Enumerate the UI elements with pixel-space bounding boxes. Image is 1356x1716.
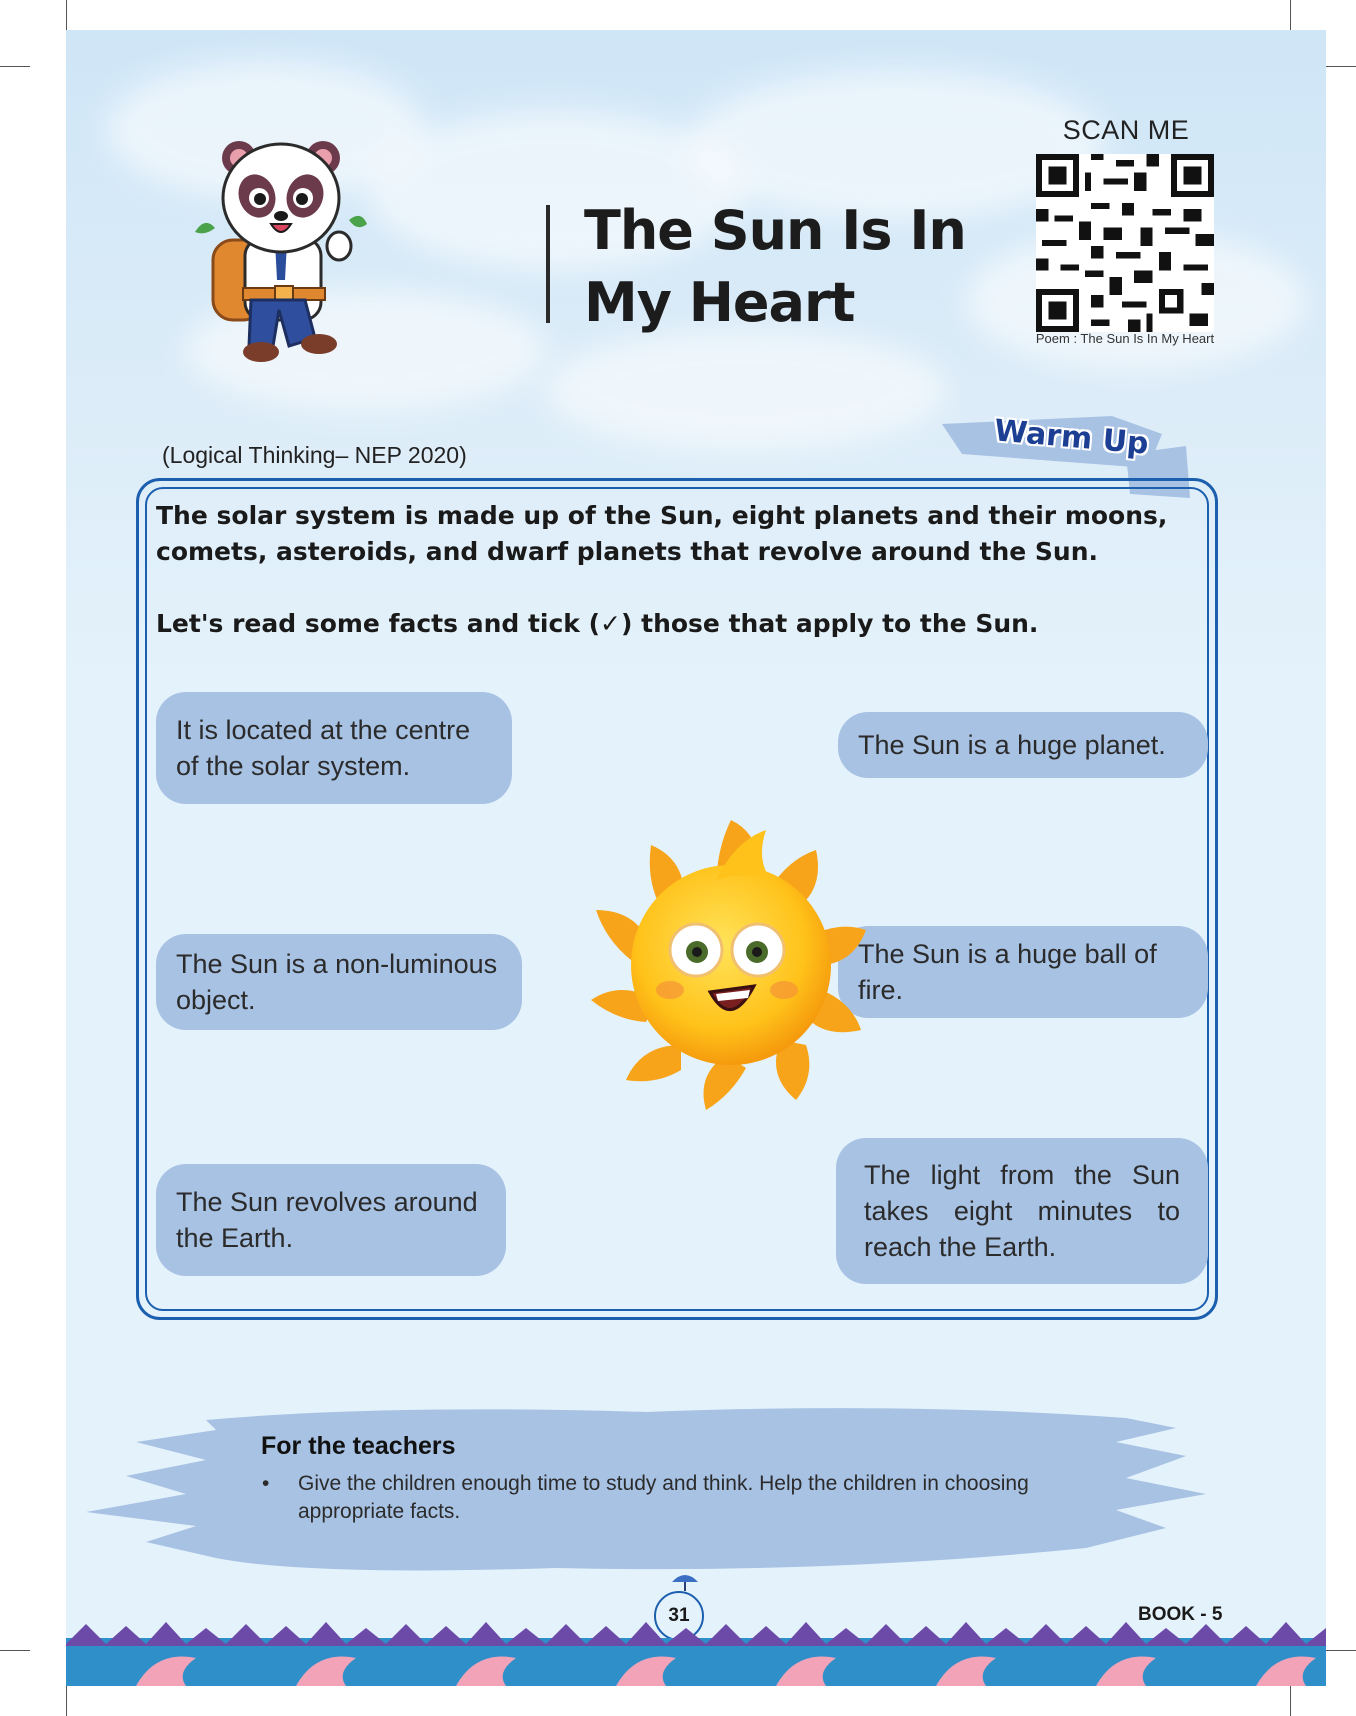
- fact-text: The Sun is a non-luminous object.: [176, 949, 498, 1015]
- panda-mascot-illustration: [181, 120, 381, 380]
- crop-mark: [1326, 1650, 1356, 1651]
- title-line-1: The Sun Is In: [584, 199, 966, 262]
- book-label: BOOK - 5: [1138, 1604, 1223, 1625]
- cloud: [546, 330, 946, 450]
- page-number: 31: [654, 1591, 704, 1641]
- crop-mark: [1290, 1686, 1291, 1716]
- umbrella-icon: [670, 1570, 700, 1592]
- sun-character-illustration: [566, 800, 896, 1130]
- teachers-heading: For the teachers: [261, 1432, 456, 1460]
- intro-text: The solar system is made up of the Sun, eight planets and their moons, comets, asteroids, and dwarf planets that revolve around the Sun.: [156, 501, 1168, 566]
- footer-decorative-border: [66, 1620, 1326, 1686]
- fact-text: The Sun is a huge planet.: [858, 730, 1166, 760]
- fact-bubble[interactable]: [156, 934, 522, 1030]
- crop-mark: [66, 0, 67, 30]
- crop-mark: [1326, 66, 1356, 67]
- qr-caption: Poem : The Sun Is In My Heart: [1035, 331, 1215, 346]
- bullet-point: •: [262, 1472, 270, 1495]
- qr-code[interactable]: [1036, 154, 1214, 332]
- scan-me-label: SCAN ME: [1062, 115, 1190, 145]
- fact-bubble[interactable]: [838, 712, 1208, 778]
- teachers-note-text: Give the children enough time to study and think. Help the children in choosing appropriate facts.: [298, 1472, 1029, 1523]
- crop-mark: [66, 1686, 67, 1716]
- crop-mark: [0, 1650, 30, 1651]
- fact-text: It is located at the centre of the solar system.: [176, 715, 471, 781]
- worksheet-page: [66, 30, 1326, 1686]
- instruction-text: Let's read some facts and tick (✓) those that apply to the Sun.: [156, 609, 1039, 638]
- warm-up-label: Warm Up: [992, 413, 1150, 462]
- title-divider: [546, 205, 550, 323]
- fact-text: The Sun is a huge ball of fire.: [858, 939, 1157, 1005]
- title-line-2: My Heart: [584, 271, 855, 334]
- fact-text: The Sun revolves around the Earth.: [176, 1187, 478, 1253]
- subject-tag: (Logical Thinking– NEP 2020): [162, 442, 467, 468]
- page-title: [584, 195, 1004, 339]
- fact-bubble[interactable]: [156, 1164, 506, 1276]
- fact-bubble[interactable]: [836, 1138, 1208, 1284]
- fact-text: The light from the Sun takes eight minutes to reach the Earth.: [864, 1160, 1180, 1262]
- fact-bubble[interactable]: [156, 692, 512, 804]
- crop-mark: [1290, 0, 1291, 30]
- crop-mark: [0, 66, 30, 67]
